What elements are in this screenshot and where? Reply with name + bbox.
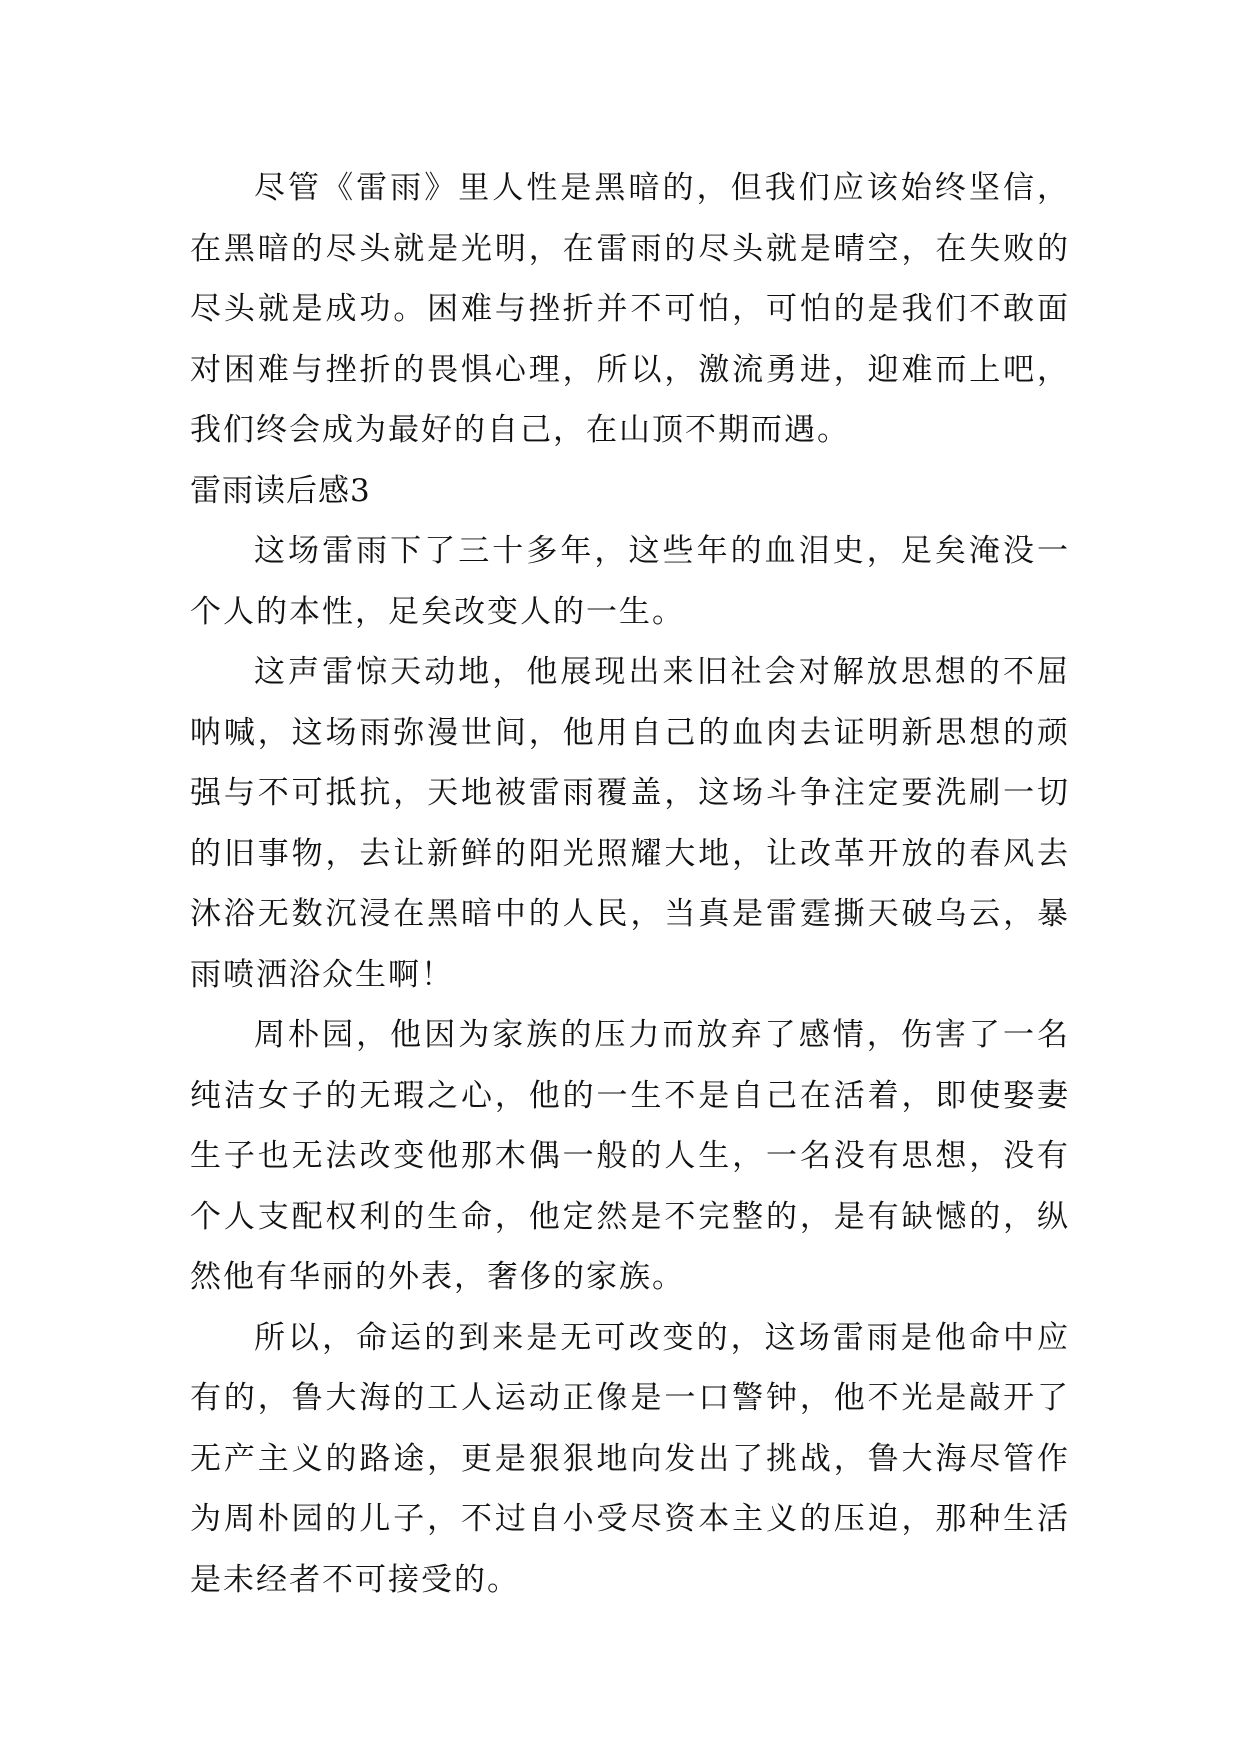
paragraph-1: 这场雷雨下了三十多年，这些年的血泪史，足矣淹没一个人的本性，足矣改变人的一生。 bbox=[190, 533, 1070, 630]
paragraph-4: 所以，命运的到来是无可改变的，这场雷雨是他命中应有的，鲁大海的工人运动正像是一口警钟，他不光是敲开了无产主义的路途，更是狠狠地向发出了挑战，鲁大海尽管作为周朴园的儿子，不过自小受尽资本主义的压迫，那种生活是未经者不可接受的。 bbox=[190, 1319, 1070, 1598]
section-heading: 雷雨读后感3 bbox=[190, 472, 371, 509]
document-body bbox=[190, 158, 1070, 1610]
paragraph-intro: 尽管《雷雨》里人性是黑暗的，但我们应该始终坚信，在黑暗的尽头就是光明，在雷雨的尽头就是晴空，在失败的尽头就是成功。困难与挫折并不可怕，可怕的是我们不敢面对困难与挫折的畏惧心理，所以，激流勇进，迎难而上吧，我们终会成为最好的自己，在山顶不期而遇。 bbox=[190, 170, 1070, 448]
paragraph-2: 这声雷惊天动地，他展现出来旧社会对解放思想的不屈呐喊，这场雨弥漫世间，他用自己的血肉去证明新思想的顽强与不可抵抗，天地被雷雨覆盖，这场斗争注定要洗刷一切的旧事物，去让新鲜的阳光照耀大地，让改革开放的春风去沐浴无数沉浸在黑暗中的人民，当真是雷霆撕天破乌云，暴雨喷洒浴众生啊！ bbox=[190, 654, 1070, 993]
paragraph-3: 周朴园，他因为家族的压力而放弃了感情，伤害了一名纯洁女子的无瑕之心，他的一生不是自己在活着，即使娶妻生子也无法改变他那木偶一般的人生，一名没有思想，没有个人支配权利的生命，他定然是不完整的，是有缺憾的，纵然他有华丽的外表，奢侈的家族。 bbox=[190, 1017, 1070, 1295]
